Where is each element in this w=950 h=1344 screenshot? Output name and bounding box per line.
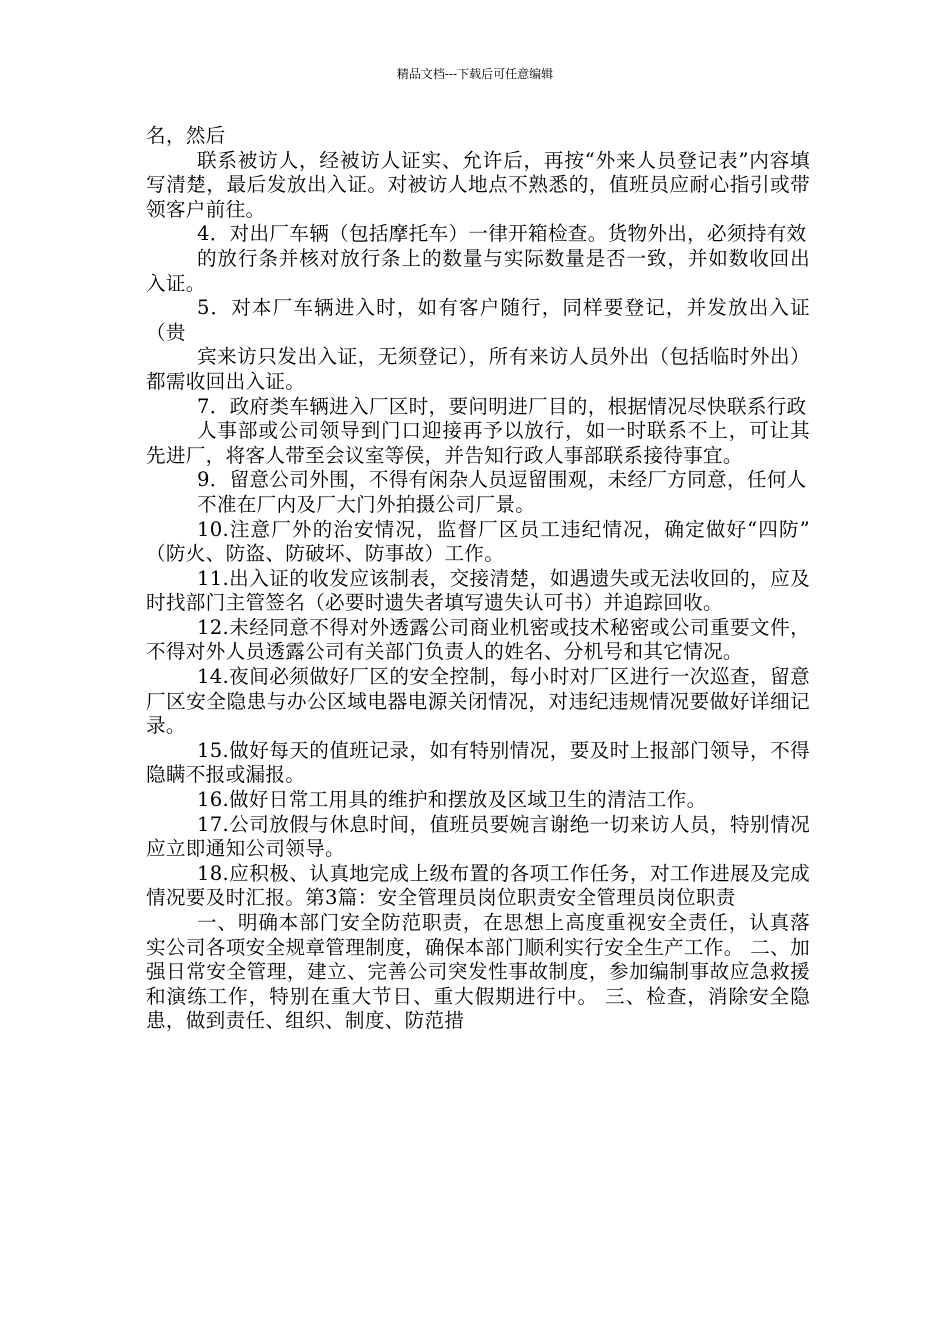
paragraph: 17.公司放假与休息时间，值班员要婉言谢绝一切来访人员，特别情况应立即通知公司领导。 bbox=[146, 812, 810, 861]
paragraph: 16.做好日常工用具的维护和摆放及区域卫生的清洁工作。 bbox=[196, 788, 707, 812]
document-body bbox=[146, 124, 810, 1034]
paragraph: 人事部或公司领导到门口迎接再予以放行，如一时联系不上，可让其先进厂，将客人带至会议室等侯，并告知行政人事部联系接待事宜。 bbox=[146, 419, 810, 467]
paragraph: 9．留意公司外围，不得有闲杂人员逗留围观，未经厂方同意，任何人 bbox=[196, 468, 807, 492]
paragraph: 一、明确本部门安全防范职责，在思想上高度重视安全责任，认真落实公司各项安全规章管理制度，确保本部门顺利实行安全生产工作。 二、加强日常安全管理，建立、完善公司突发性事故制度，参加编制事故应急救援和演练工作，特别在重大节日、重大假期进行中。 三、检查，消除安全隐患，做到责任、组织、制度、防范措 bbox=[146, 911, 810, 1033]
page-header: 精品文档---下载后可任意编辑 bbox=[396, 67, 554, 81]
paragraph: 的放行条并核对放行条上的数量与实际数量是否一致，并如数收回出入证。 bbox=[146, 246, 810, 295]
paragraph: 5．对本厂车辆进入时，如有客户随行，同样要登记，并发放出入证（贵 bbox=[146, 296, 810, 344]
paragraph: 名，然后 bbox=[146, 124, 226, 147]
paragraph: 18.应积极、认真地完成上级布置的各项工作任务，对工作进展及完成情况要及时汇报。第3篇：安全管理员岗位职责安全管理员岗位职责 bbox=[146, 861, 810, 910]
paragraph: 不准在厂内及厂大门外拍摄公司厂景。 bbox=[196, 492, 536, 516]
paragraph: 10.注意厂外的治安情况，监督厂区员工违纪情况，确定做好“四防” （防火、防盗、防破坏、防事故）工作。 bbox=[146, 517, 810, 566]
paragraph: 14.夜间必须做好厂区的安全控制，每小时对厂区进行一次巡查，留意厂区安全隐患与办公区域电器电源关闭情况，对违纪违规情况要做好详细记录。 bbox=[146, 665, 810, 738]
paragraph: 联系被访人，经被访人证实、允许后，再按“外来人员登记表”内容填写清楚，最后发放出入证。对被访人地点不熟悉的，值班员应耐心指引或带领客户前往。 bbox=[146, 148, 810, 221]
paragraph: 12.未经同意不得对外透露公司商业机密或技术秘密或公司重要文件，不得对外人员透露公司有关部门负责人的姓名、分机号和其它情况。 bbox=[146, 615, 810, 664]
paragraph: 宾来访只发出入证，无须登记），所有来访人员外出（包括临时外出）都需收回出入证。 bbox=[146, 345, 810, 393]
paragraph: 7．政府类车辆进入厂区时，要问明进厂目的，根据情况尽快联系行政 bbox=[196, 394, 807, 418]
paragraph: 11.出入证的收发应该制表，交接清楚，如遇遗失或无法收回的，应及时找部门主管签名（必要时遗失者填写遗失认可书）并追踪回收。 bbox=[146, 566, 810, 615]
paragraph: 15.做好每天的值班记录，如有特别情况，要及时上报部门领导，不得隐瞒不报或漏报。 bbox=[146, 738, 810, 787]
paragraph: 4．对出厂车辆（包括摩托车）一律开箱检查。货物外出，必须持有效 bbox=[196, 222, 807, 246]
